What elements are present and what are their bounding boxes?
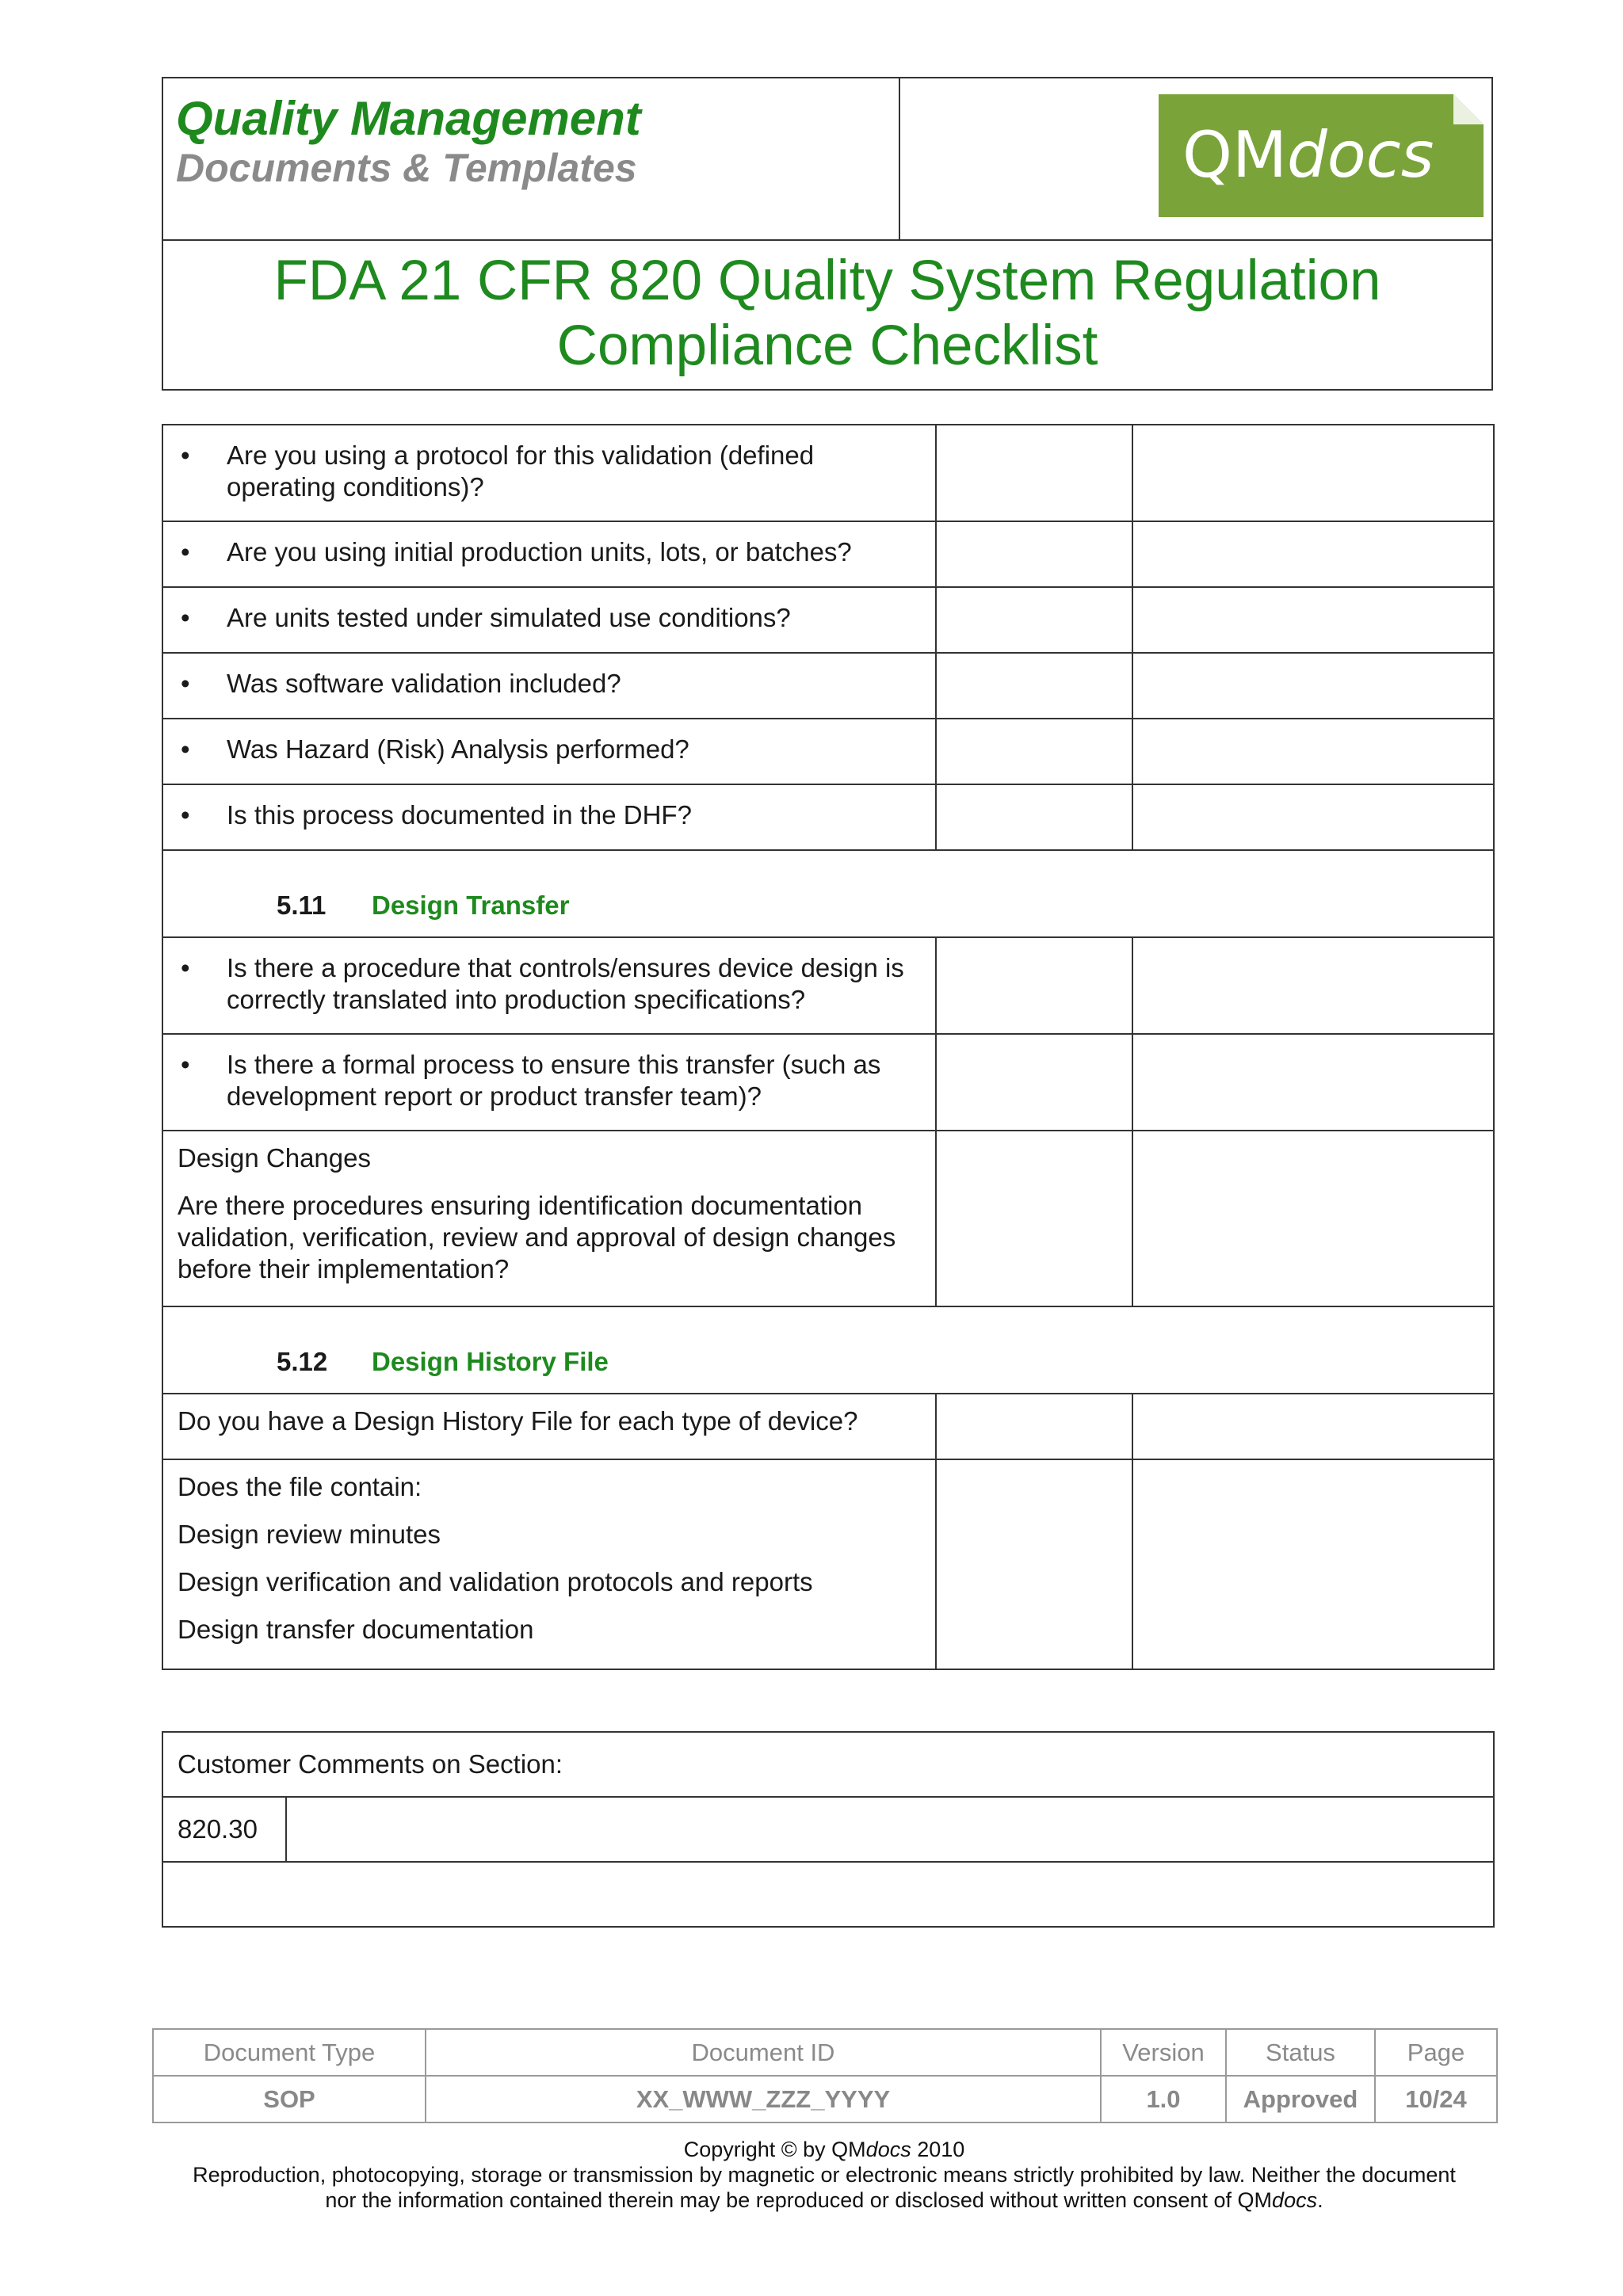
dhf-intro: Does the file contain: <box>178 1472 422 1501</box>
question-text: Is there a procedure that controls/ensures device design is correctly translated into production specifications? <box>227 953 904 1014</box>
answer-cell[interactable] <box>936 1459 1132 1669</box>
question-cell <box>162 425 936 521</box>
checklist-row <box>162 1034 1494 1131</box>
copyright-docs: docs <box>865 2138 911 2161</box>
notice-line-2-docs: docs <box>1272 2188 1318 2212</box>
info-header-row <box>153 2029 1497 2076</box>
document-title <box>163 249 1491 379</box>
notice-line-2-prefix: nor the information contained therein may be reproduced or disclosed without written consent of QM <box>325 2188 1273 2212</box>
checklist-row <box>162 937 1494 1034</box>
notice-line-1: Reproduction, photocopying, storage or transmission by magnetic or electronic means strictly prohibited by law. Neither the document <box>193 2163 1456 2187</box>
status-header: Status <box>1226 2029 1375 2076</box>
bullet-icon: • <box>181 537 190 566</box>
bullet-icon: • <box>181 603 190 632</box>
document-title-area <box>163 241 1491 389</box>
notes-cell[interactable] <box>1132 1459 1494 1669</box>
header-top-row <box>163 78 1491 241</box>
version-value: 1.0 <box>1101 2076 1226 2122</box>
notes-cell[interactable] <box>1132 937 1494 1034</box>
design-changes-heading: Design Changes <box>178 1143 371 1173</box>
dhf-item: Design review minutes <box>178 1520 441 1549</box>
notes-cell[interactable] <box>1132 587 1494 653</box>
checklist-row <box>162 1394 1494 1459</box>
question-cell <box>162 521 936 587</box>
page-value: 10/24 <box>1375 2076 1497 2122</box>
checklist-row <box>162 784 1494 850</box>
dhf-item: Design transfer documentation <box>178 1615 534 1644</box>
answer-cell[interactable] <box>936 1394 1132 1459</box>
notes-cell[interactable] <box>1132 719 1494 784</box>
bullet-icon: • <box>181 1050 190 1079</box>
question-cell <box>162 653 936 719</box>
answer-cell[interactable] <box>936 653 1132 719</box>
title-line-1: FDA 21 CFR 820 Quality System Regulation <box>273 250 1381 312</box>
doc-type-value: SOP <box>153 2076 426 2122</box>
checklist-row <box>162 521 1494 587</box>
version-header: Version <box>1101 2029 1226 2076</box>
dhf-item: Design verification and validation protocols and reports <box>178 1567 813 1596</box>
question-cell <box>162 587 936 653</box>
checklist-row <box>162 653 1494 719</box>
question-text: Was Hazard (Risk) Analysis performed? <box>227 734 689 764</box>
comments-section-row <box>162 1797 1494 1862</box>
info-value-row <box>153 2076 1497 2122</box>
question-text: Are units tested under simulated use conditions? <box>227 603 791 632</box>
question-cell <box>162 1131 936 1306</box>
qmdocs-logo <box>1159 94 1484 217</box>
notes-cell[interactable] <box>1132 521 1494 587</box>
copyright-notice <box>119 2137 1529 2213</box>
answer-cell[interactable] <box>936 719 1132 784</box>
answer-cell[interactable] <box>936 1034 1132 1131</box>
comments-section-ref: 820.30 <box>162 1797 286 1862</box>
question-cell <box>162 1394 936 1459</box>
question-text: Do you have a Design History File for each type of device? <box>178 1406 858 1436</box>
section-heading-cell <box>162 1306 1494 1394</box>
brand-subtitle: Documents & Templates <box>176 146 637 190</box>
doc-id-header: Document ID <box>426 2029 1101 2076</box>
notes-cell[interactable] <box>1132 425 1494 521</box>
customer-comments-table <box>162 1731 1495 1928</box>
notice-line-2-suffix: . <box>1317 2188 1323 2212</box>
comments-blank-cell[interactable] <box>162 1862 1494 1927</box>
comments-heading-row <box>162 1732 1494 1797</box>
section-number: 5.11 <box>277 891 327 920</box>
section-heading-row <box>162 1306 1494 1394</box>
brand-block <box>163 78 900 239</box>
answer-cell[interactable] <box>936 425 1132 521</box>
answer-cell[interactable] <box>936 1131 1132 1306</box>
question-text: Is this process documented in the DHF? <box>227 800 692 830</box>
design-changes-text: Are there procedures ensuring identification documentation validation, verification, review and approval of design changes before their implementation? <box>178 1191 896 1283</box>
bullet-icon: • <box>181 441 190 470</box>
notes-cell[interactable] <box>1132 1131 1494 1306</box>
brand-title: Quality Management <box>176 92 641 145</box>
question-cell <box>162 1034 936 1131</box>
question-cell <box>162 1459 936 1669</box>
question-text: Are you using a protocol for this validation (defined operating conditions)? <box>227 441 815 502</box>
bullet-icon: • <box>181 669 190 698</box>
checklist-row <box>162 719 1494 784</box>
notes-cell[interactable] <box>1132 653 1494 719</box>
section-heading-cell <box>162 850 1494 937</box>
answer-cell[interactable] <box>936 784 1132 850</box>
comments-heading: Customer Comments on Section: <box>162 1732 1494 1797</box>
section-heading-row <box>162 850 1494 937</box>
document-info-table <box>152 2028 1498 2123</box>
checklist-row <box>162 587 1494 653</box>
checklist-table <box>162 424 1495 1670</box>
checklist-row <box>162 425 1494 521</box>
copyright-prefix: Copyright © by QM <box>683 2138 866 2161</box>
question-text: Was software validation included? <box>227 669 621 698</box>
question-cell <box>162 937 936 1034</box>
svg-text:QMdocs: QMdocs <box>1182 118 1434 192</box>
answer-cell[interactable] <box>936 521 1132 587</box>
question-text: Is there a formal process to ensure this transfer (such as development report or product transfer team)? <box>227 1050 881 1111</box>
status-value: Approved <box>1226 2076 1375 2122</box>
document-header <box>162 77 1493 391</box>
notes-cell[interactable] <box>1132 784 1494 850</box>
question-text: Are you using initial production units, lots, or batches? <box>227 537 852 566</box>
copyright-year: 2010 <box>911 2138 965 2161</box>
title-line-2: Compliance Checklist <box>556 315 1098 377</box>
copyright-line <box>119 2137 1529 2162</box>
answer-cell[interactable] <box>936 937 1132 1034</box>
comments-input-cell[interactable] <box>286 1797 1494 1862</box>
notice-line-2 <box>119 2187 1529 2213</box>
bullet-icon: • <box>181 734 190 764</box>
notes-cell[interactable] <box>1132 1034 1494 1131</box>
doc-type-header: Document Type <box>153 2029 426 2076</box>
section-number: 5.12 <box>277 1347 328 1376</box>
section-title: Design Transfer <box>372 891 570 920</box>
notes-cell[interactable] <box>1132 1394 1494 1459</box>
bullet-icon: • <box>181 953 190 982</box>
checklist-row <box>162 1131 1494 1306</box>
doc-id-value: XX_WWW_ZZZ_YYYY <box>426 2076 1101 2122</box>
question-cell <box>162 719 936 784</box>
section-title: Design History File <box>372 1347 609 1376</box>
question-cell <box>162 784 936 850</box>
page-header: Page <box>1375 2029 1497 2076</box>
checklist-row <box>162 1459 1494 1669</box>
bullet-icon: • <box>181 800 190 830</box>
answer-cell[interactable] <box>936 587 1132 653</box>
comments-blank-row <box>162 1862 1494 1927</box>
